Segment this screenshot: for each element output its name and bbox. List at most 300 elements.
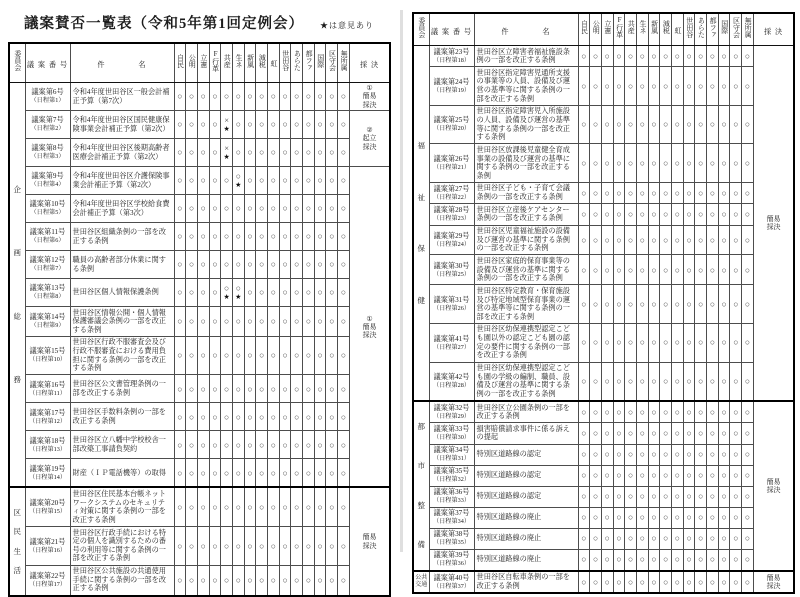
vote-mark: ○ bbox=[628, 376, 634, 387]
vote-mark-cell bbox=[730, 225, 742, 255]
col-header-party bbox=[174, 43, 186, 83]
vote-mark-cell bbox=[279, 223, 291, 251]
vote-mark-cell bbox=[578, 465, 590, 486]
vote-mark-cell bbox=[672, 362, 684, 401]
bill-schedule: （日程第25） bbox=[432, 270, 471, 278]
vote-mark-cell bbox=[578, 255, 590, 285]
vote-mark: ○ bbox=[581, 449, 587, 460]
vote-mark-cell bbox=[221, 167, 233, 195]
bill-schedule: （日程第14） bbox=[28, 473, 67, 481]
vote-mark-cell bbox=[672, 182, 684, 203]
col-header-party bbox=[683, 13, 695, 46]
page-title: 議案賛否一覧表（令和5年第1回定例会） bbox=[24, 16, 304, 32]
vote-mark: ○ bbox=[317, 439, 323, 450]
col-header-party bbox=[326, 43, 338, 83]
vote-mark-cell bbox=[648, 528, 660, 549]
vote-mark: ○ bbox=[733, 119, 739, 130]
vote-mark-cell bbox=[730, 204, 742, 225]
vote-mark: ○ bbox=[177, 439, 183, 450]
bill-title-cell: 世田谷区個人情報保護条例 bbox=[70, 279, 174, 307]
vote-result-cell bbox=[753, 401, 794, 571]
vote-mark-cell bbox=[707, 204, 719, 225]
vote-mark: ○ bbox=[663, 470, 669, 481]
vote-mark: ○ bbox=[616, 157, 622, 168]
vote-mark: ○ bbox=[709, 512, 715, 523]
vote-mark-cell bbox=[601, 401, 613, 423]
vote-mark: ○ bbox=[270, 203, 276, 214]
vote-mark-cell bbox=[338, 195, 350, 223]
bill-number: 議案第15号 bbox=[29, 347, 66, 356]
vote-mark: ○ bbox=[663, 337, 669, 348]
bill-number: 議案第42号 bbox=[433, 373, 470, 382]
vote-mark: ○ bbox=[235, 231, 241, 242]
vote-mark: ○ bbox=[698, 554, 704, 565]
vote-mark: ○ bbox=[200, 316, 206, 327]
vote-mark: ○ bbox=[604, 576, 610, 587]
vote-mark: ○ bbox=[224, 203, 230, 214]
bill-number: 議案第41号 bbox=[433, 334, 470, 343]
vote-mark: ○ bbox=[235, 574, 241, 585]
vote-mark: ○ bbox=[259, 91, 265, 102]
vote-mark: ○ bbox=[592, 50, 599, 61]
vote-mark: ○ bbox=[329, 411, 335, 422]
vote-mark: ○ bbox=[674, 554, 680, 565]
vote-mark: ○ bbox=[721, 337, 727, 348]
vote-mark: ○ bbox=[651, 470, 657, 481]
party-name-label: 虹 bbox=[270, 60, 279, 67]
bill-number-cell bbox=[429, 444, 474, 465]
vote-mark-cell bbox=[672, 507, 684, 528]
bill-number: 議案第7号 bbox=[31, 116, 64, 125]
vote-mark-cell bbox=[613, 362, 625, 401]
vote-mark-cell bbox=[256, 375, 268, 403]
bill-row bbox=[9, 459, 390, 488]
vote-mark: ○ bbox=[698, 50, 704, 61]
vote-mark-cell bbox=[683, 204, 695, 225]
vote-mark: ○ bbox=[340, 316, 347, 327]
bill-schedule: （日程第7） bbox=[30, 265, 65, 273]
vote-mark: ○ bbox=[294, 316, 300, 327]
vote-mark-cell bbox=[186, 83, 198, 111]
vote-mark: ○ bbox=[294, 439, 300, 450]
vote-mark: ○ bbox=[340, 203, 347, 214]
vote-mark-cell bbox=[314, 139, 326, 167]
vote-mark-cell bbox=[338, 565, 350, 595]
vote-mark-cell bbox=[601, 46, 613, 67]
vote-mark-cell bbox=[742, 255, 754, 285]
vote-mark: ○ bbox=[721, 470, 727, 481]
bill-number-cell bbox=[429, 507, 474, 528]
vote-mark-cell bbox=[232, 111, 244, 139]
vote-mark: ○ bbox=[224, 502, 230, 513]
vote-mark-cell bbox=[683, 465, 695, 486]
bill-number: 議案第8号 bbox=[31, 144, 64, 153]
vote-mark-cell bbox=[601, 204, 613, 225]
col-header-vote bbox=[753, 13, 794, 46]
vote-mark-cell bbox=[707, 571, 719, 593]
bill-row bbox=[413, 486, 794, 507]
vote-mark-cell bbox=[338, 139, 350, 167]
vote-result-line: ① bbox=[366, 314, 373, 323]
vote-mark-cell bbox=[730, 285, 742, 324]
vote-mark: ○ bbox=[709, 80, 715, 91]
col-header-party bbox=[636, 13, 648, 46]
vote-mark: ○ bbox=[270, 316, 276, 327]
bill-row bbox=[413, 255, 794, 285]
vote-mark: ○ bbox=[651, 491, 657, 502]
vote-mark-cell bbox=[707, 105, 719, 144]
vote-mark-cell bbox=[672, 285, 684, 324]
vote-mark-cell bbox=[613, 67, 625, 106]
bill-number: 議案第36号 bbox=[433, 488, 470, 497]
vote-mark: ○ bbox=[294, 259, 300, 270]
vote-mark-cell bbox=[730, 105, 742, 144]
vote-mark-cell bbox=[625, 46, 637, 67]
vote-mark: ○ bbox=[628, 533, 634, 544]
vote-mark: ○ bbox=[177, 119, 183, 130]
vote-mark: ○ bbox=[305, 439, 311, 450]
vote-mark-cell bbox=[590, 144, 602, 183]
bill-title-cell: 令和4年度世田谷区学校給食費会計補正予算（第3次） bbox=[70, 195, 174, 223]
vote-mark: ○ bbox=[270, 540, 276, 551]
vote-mark-cell bbox=[326, 307, 338, 337]
vote-mark-cell bbox=[590, 46, 602, 67]
vote-mark: ○ bbox=[674, 376, 680, 387]
vote-mark: ○ bbox=[305, 259, 311, 270]
vote-mark: ○ bbox=[235, 91, 241, 102]
vote-mark-cell bbox=[648, 204, 660, 225]
vote-mark-cell bbox=[578, 362, 590, 401]
vote-mark: ○ bbox=[592, 298, 599, 309]
vote-mark-cell bbox=[648, 105, 660, 144]
vote-mark: ○ bbox=[686, 298, 692, 309]
vote-mark-cell bbox=[613, 465, 625, 486]
vote-mark-cell bbox=[683, 528, 695, 549]
vote-mark-cell bbox=[683, 67, 695, 106]
vote-mark-cell bbox=[636, 486, 648, 507]
col-header-party bbox=[268, 43, 280, 83]
vote-mark: ○ bbox=[247, 231, 253, 242]
vote-mark-cell bbox=[186, 527, 198, 566]
opinion-star-icon: ★ bbox=[235, 180, 242, 189]
vote-mark-cell bbox=[590, 182, 602, 203]
party-name-label: 新風 bbox=[246, 53, 255, 68]
vote-mark: ○ bbox=[628, 406, 634, 417]
bill-schedule: （日程第12） bbox=[28, 417, 67, 425]
vote-mark-cell bbox=[578, 423, 590, 444]
bill-number: 議案第9号 bbox=[31, 172, 64, 181]
vote-mark-cell bbox=[695, 362, 707, 401]
vote-mark-cell bbox=[326, 83, 338, 111]
vote-result-line: 採決 bbox=[362, 100, 377, 109]
bill-table-left bbox=[8, 42, 391, 597]
bill-row bbox=[9, 139, 390, 167]
vote-mark-cell bbox=[601, 285, 613, 324]
vote-mark-cell bbox=[268, 431, 280, 459]
vote-mark: ○ bbox=[188, 91, 195, 102]
vote-mark: ○ bbox=[663, 406, 669, 417]
vote-mark-cell bbox=[209, 307, 221, 337]
vote-mark: ○ bbox=[188, 259, 195, 270]
bill-title-cell: 特別区道路線の認定 bbox=[474, 465, 578, 486]
vote-mark: ○ bbox=[651, 264, 657, 275]
vote-mark: ○ bbox=[235, 439, 241, 450]
vote-mark: ○ bbox=[709, 337, 715, 348]
vote-mark-cell bbox=[268, 167, 280, 195]
vote-mark: ○ bbox=[200, 411, 206, 422]
vote-mark: ○ bbox=[639, 337, 645, 348]
bill-row bbox=[413, 571, 794, 593]
vote-mark-cell bbox=[742, 401, 754, 423]
vote-mark: ○ bbox=[270, 502, 276, 513]
vote-mark-cell bbox=[742, 204, 754, 225]
vote-mark: ○ bbox=[709, 533, 715, 544]
vote-mark-cell bbox=[232, 431, 244, 459]
vote-mark: ○ bbox=[651, 512, 657, 523]
vote-result-cell bbox=[349, 111, 390, 167]
bill-title-cell: 特別区道路線の廃止 bbox=[474, 549, 578, 571]
vote-mark: ○ bbox=[340, 540, 347, 551]
vote-mark: ○ bbox=[282, 383, 288, 394]
vote-mark: ○ bbox=[744, 428, 751, 439]
vote-mark-cell bbox=[244, 431, 256, 459]
bill-number: 議案第17号 bbox=[29, 408, 66, 417]
vote-mark: ○ bbox=[282, 147, 288, 158]
vote-mark-cell bbox=[707, 528, 719, 549]
vote-mark-cell bbox=[707, 465, 719, 486]
vote-mark: ○ bbox=[340, 383, 347, 394]
vote-mark: ○ bbox=[305, 383, 311, 394]
vote-mark-cell bbox=[578, 444, 590, 465]
vote-mark-cell bbox=[730, 486, 742, 507]
vote-mark-cell bbox=[256, 459, 268, 488]
vote-mark-cell bbox=[291, 459, 303, 488]
vote-mark-cell bbox=[314, 459, 326, 488]
vote-mark-cell bbox=[672, 204, 684, 225]
vote-mark: ○ bbox=[639, 209, 645, 220]
vote-mark: ○ bbox=[709, 157, 715, 168]
vote-mark-cell bbox=[672, 444, 684, 465]
vote-mark: ○ bbox=[733, 470, 739, 481]
vote-mark-cell bbox=[683, 362, 695, 401]
header-row bbox=[9, 43, 390, 83]
vote-mark-cell bbox=[683, 46, 695, 67]
vote-mark: ○ bbox=[733, 491, 739, 502]
vote-mark-cell bbox=[590, 255, 602, 285]
vote-mark-cell bbox=[256, 139, 268, 167]
bill-number-header-label: 議 案 番 号 bbox=[430, 27, 473, 36]
bill-row bbox=[413, 204, 794, 225]
vote-mark-cell bbox=[672, 105, 684, 144]
vote-mark: ○ bbox=[686, 428, 692, 439]
vote-mark-cell bbox=[601, 507, 613, 528]
vote-mark: ○ bbox=[744, 119, 751, 130]
vote-mark-cell bbox=[590, 225, 602, 255]
vote-mark: ○ bbox=[212, 574, 218, 585]
bill-title-cell: 世田谷区公文書管理条例の一部を改正する条例 bbox=[70, 375, 174, 403]
vote-mark: ○ bbox=[177, 350, 183, 361]
vote-mark: ○ bbox=[639, 298, 645, 309]
vote-mark: ○ bbox=[305, 119, 311, 130]
col-header-party bbox=[590, 13, 602, 46]
vote-mark-cell bbox=[730, 465, 742, 486]
vote-mark: ○ bbox=[177, 316, 183, 327]
vote-mark-cell bbox=[625, 285, 637, 324]
bill-row bbox=[9, 565, 390, 595]
vote-mark: ○ bbox=[340, 231, 347, 242]
vote-mark: ○ bbox=[674, 209, 680, 220]
bill-title-cell: 世田谷区行政不服審査会及び行政不服審査における費用負担に関する条例の一部を改正する条例 bbox=[70, 336, 174, 375]
vote-mark: ○ bbox=[663, 187, 669, 198]
committee-header-label: 委員会 bbox=[13, 50, 22, 71]
committee-label: 福 祉 保 健 bbox=[417, 141, 425, 305]
vote-mark-cell bbox=[707, 225, 719, 255]
vote-mark: ○ bbox=[329, 502, 335, 513]
vote-mark-cell bbox=[256, 336, 268, 375]
vote-mark-cell bbox=[742, 285, 754, 324]
bill-number: 議案第27号 bbox=[433, 184, 470, 193]
party-name-label: 都ファ bbox=[305, 50, 314, 71]
vote-result-line: 採決 bbox=[766, 485, 781, 494]
vote-mark: ○ bbox=[674, 512, 680, 523]
col-header-party bbox=[742, 13, 754, 46]
vote-mark-cell bbox=[613, 105, 625, 144]
vote-mark-cell bbox=[174, 111, 186, 139]
vote-mark-cell bbox=[648, 255, 660, 285]
vote-mark: ○ bbox=[224, 316, 230, 327]
vote-mark: ○ bbox=[604, 554, 610, 565]
vote-mark-cell bbox=[636, 444, 648, 465]
vote-mark-cell bbox=[601, 528, 613, 549]
vote-mark: ○ bbox=[247, 119, 253, 130]
party-name-label: 生ネ bbox=[234, 53, 243, 68]
col-header-vote bbox=[349, 43, 390, 83]
vote-mark-cell bbox=[625, 571, 637, 593]
bill-title-cell: 世田谷区行政手続における特定の個人を識別するための番号の利用等に関する条例の一部を改正する条例 bbox=[70, 527, 174, 566]
vote-mark-cell bbox=[578, 182, 590, 203]
bill-title-cell: 令和4年度世田谷区国民健康保険事業会計補正予算（第2次） bbox=[70, 111, 174, 139]
bill-number-cell bbox=[429, 362, 474, 401]
vote-mark: ○ bbox=[305, 175, 311, 186]
vote-mark: ○ bbox=[616, 449, 622, 460]
committee-label: 公共 交通 bbox=[415, 574, 428, 588]
vote-mark: ○ bbox=[721, 50, 727, 61]
party-name-label: F行革 bbox=[615, 16, 624, 38]
vote-mark-cell bbox=[279, 487, 291, 526]
bill-schedule: （日程第23） bbox=[432, 215, 471, 223]
vote-mark-cell bbox=[730, 144, 742, 183]
vote-mark-cell bbox=[174, 307, 186, 337]
bill-schedule: （日程第11） bbox=[29, 389, 66, 397]
vote-mark-cell bbox=[601, 255, 613, 285]
vote-mark-cell bbox=[186, 223, 198, 251]
vote-mark: ○ bbox=[224, 383, 230, 394]
vote-mark-cell bbox=[625, 225, 637, 255]
vote-mark: ○ bbox=[235, 350, 241, 361]
vote-mark: ○ bbox=[581, 554, 587, 565]
bill-schedule: （日程第35） bbox=[432, 539, 471, 547]
vote-mark-cell bbox=[636, 571, 648, 593]
vote-mark-cell bbox=[683, 105, 695, 144]
vote-mark-cell bbox=[197, 167, 209, 195]
vote-mark-cell bbox=[244, 565, 256, 595]
vote-result-line: ① bbox=[366, 84, 373, 93]
vote-mark: ○ bbox=[259, 502, 265, 513]
vote-mark: ○ bbox=[317, 287, 323, 298]
vote-mark-cell bbox=[197, 565, 209, 595]
vote-mark: ○ bbox=[212, 540, 218, 551]
vote-mark: ○ bbox=[721, 449, 727, 460]
vote-mark: ○ bbox=[581, 209, 587, 220]
vote-mark: ○ bbox=[651, 337, 657, 348]
vote-mark: ○ bbox=[651, 376, 657, 387]
vote-result-line: 採決 bbox=[766, 223, 781, 232]
vote-mark: ○ bbox=[686, 512, 692, 523]
vote-mark: ○ bbox=[721, 533, 727, 544]
bill-row bbox=[413, 465, 794, 486]
vote-mark-cell bbox=[314, 403, 326, 431]
vote-mark-cell bbox=[256, 83, 268, 111]
vote-mark-cell bbox=[672, 423, 684, 444]
bill-row bbox=[413, 225, 794, 255]
vote-mark: ○ bbox=[709, 491, 715, 502]
legend-note: ★は意見あり bbox=[320, 21, 374, 30]
vote-mark: ○ bbox=[270, 91, 276, 102]
vote-mark: ○ bbox=[744, 80, 751, 91]
vote-mark: ○ bbox=[674, 428, 680, 439]
vote-mark-cell bbox=[718, 67, 730, 106]
vote-mark: ○ bbox=[604, 491, 610, 502]
vote-mark-cell bbox=[636, 67, 648, 106]
vote-mark-cell bbox=[742, 423, 754, 444]
vote-mark-cell bbox=[291, 251, 303, 279]
bill-number: 議案第10号 bbox=[29, 200, 66, 209]
vote-mark-cell bbox=[695, 528, 707, 549]
vote-mark-cell bbox=[244, 279, 256, 307]
bill-title-cell: 特別区道路線の廃止 bbox=[474, 528, 578, 549]
vote-mark: ○ bbox=[616, 576, 622, 587]
vote-mark: ○ bbox=[686, 376, 692, 387]
vote-mark: ○ bbox=[721, 512, 727, 523]
vote-mark-cell bbox=[314, 111, 326, 139]
vote-mark-cell bbox=[601, 144, 613, 183]
vote-mark-cell bbox=[613, 444, 625, 465]
vote-mark: ○ bbox=[639, 80, 645, 91]
vote-mark-cell bbox=[197, 279, 209, 307]
vote-mark: × bbox=[224, 115, 229, 126]
vote-mark-cell bbox=[244, 139, 256, 167]
vote-mark: ○ bbox=[604, 298, 610, 309]
vote-mark: ○ bbox=[744, 512, 751, 523]
vote-mark-cell bbox=[232, 487, 244, 526]
col-header-party bbox=[314, 43, 326, 83]
vote-mark: ○ bbox=[581, 428, 587, 439]
bill-schedule: （日程第34） bbox=[432, 518, 471, 526]
vote-mark-cell bbox=[695, 182, 707, 203]
bill-number: 議案第18号 bbox=[29, 436, 66, 445]
vote-mark: ○ bbox=[733, 234, 739, 245]
vote-mark: ○ bbox=[663, 576, 669, 587]
vote-mark: ○ bbox=[200, 119, 206, 130]
vote-result-line: 簡易 bbox=[362, 92, 377, 101]
vote-mark: ○ bbox=[639, 512, 645, 523]
party-name-label: 区守会 bbox=[328, 50, 337, 71]
vote-mark: ○ bbox=[663, 533, 669, 544]
vote-mark-cell bbox=[221, 487, 233, 526]
vote-mark-cell bbox=[279, 527, 291, 566]
vote-mark: ○ bbox=[639, 119, 645, 130]
vote-mark: ○ bbox=[282, 287, 288, 298]
